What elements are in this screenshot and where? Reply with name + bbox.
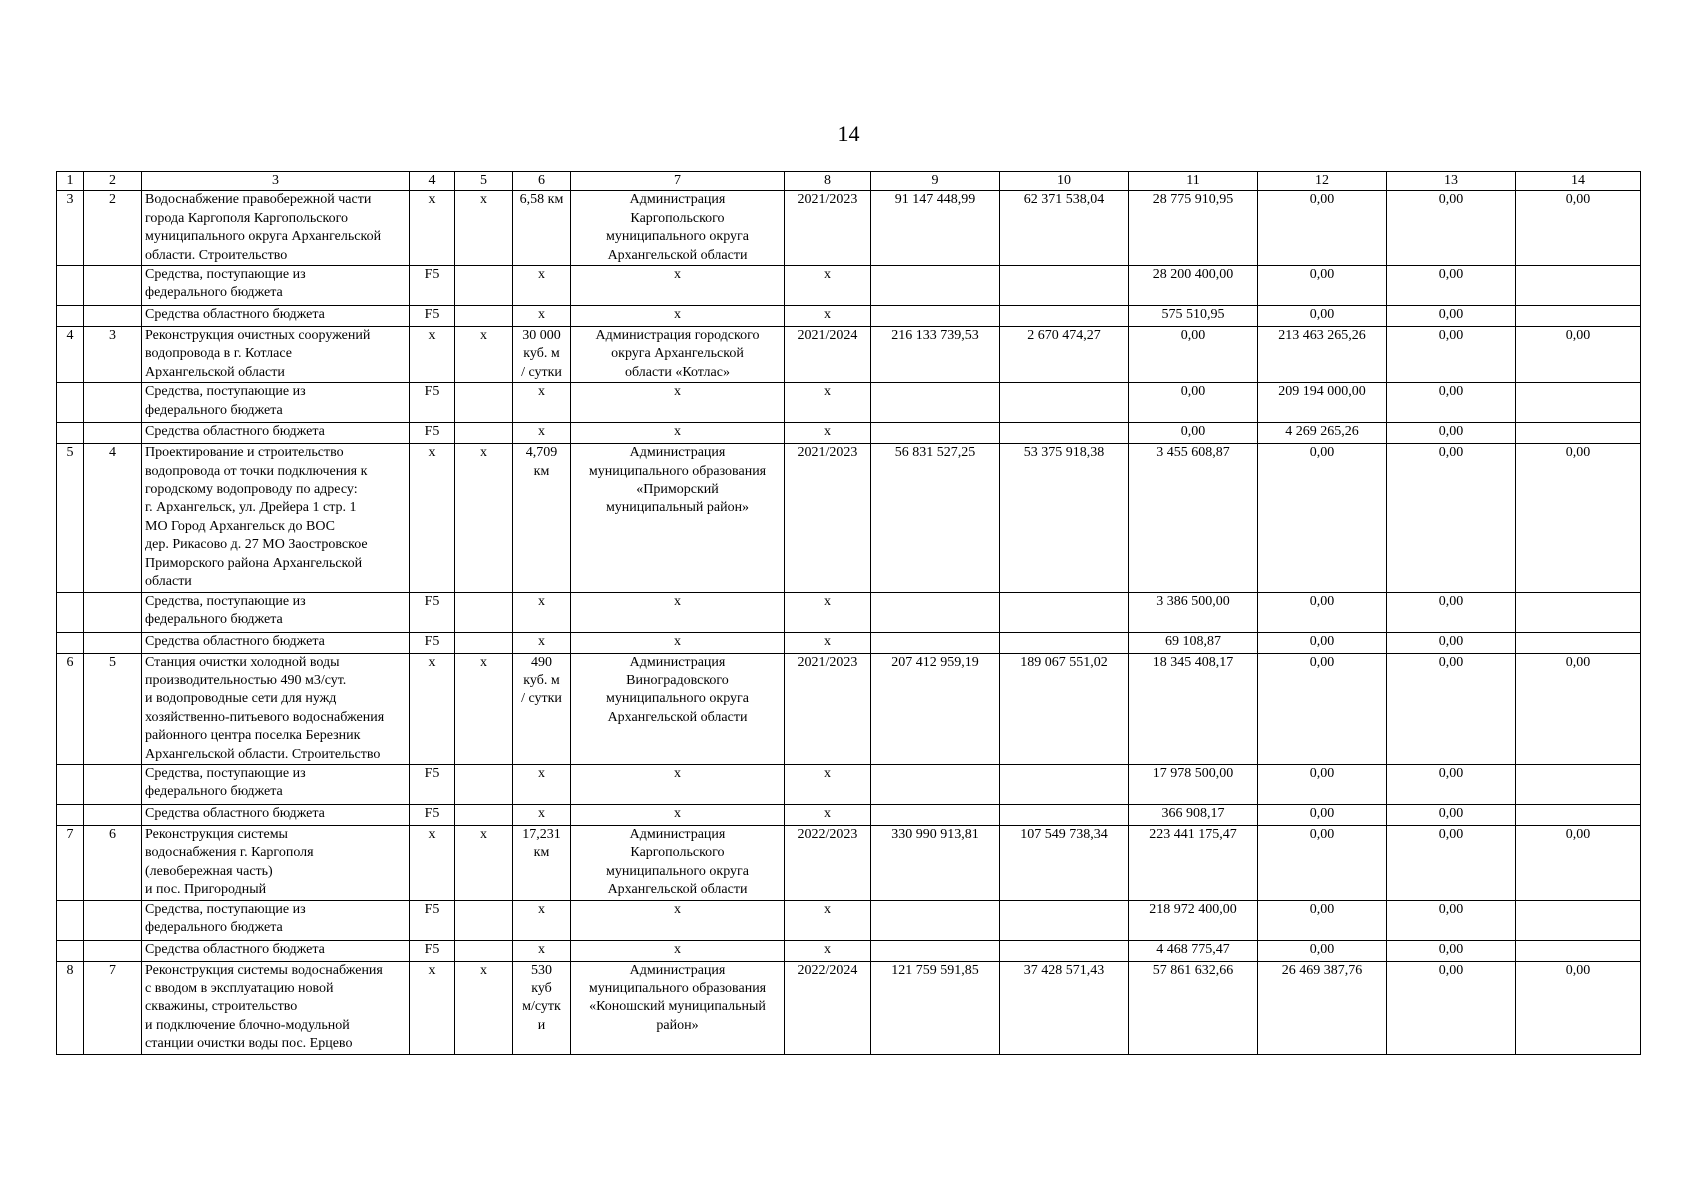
table-cell: Администрация муниципального образования «Коношский муниципальный район» [571, 961, 785, 1054]
table-cell [57, 383, 84, 423]
budget-table [56, 171, 1641, 1055]
table-cell: 0,00 [1258, 592, 1387, 632]
table-cell: 0,00 [1387, 632, 1516, 653]
table-cell: х [513, 592, 571, 632]
table-cell: 2 [84, 191, 142, 266]
table-cell: 218 972 400,00 [1129, 900, 1258, 940]
table-cell: 490 куб. м / сутки [513, 653, 571, 764]
table-cell: 0,00 [1387, 592, 1516, 632]
table-cell: F5 [410, 306, 455, 327]
table-row-funding-source [57, 804, 1641, 825]
table-cell: Водоснабжение правобережной части города Каргополя Каргопольского муниципального округа Архангельской области. Строительство [142, 191, 410, 266]
table-cell [1516, 266, 1641, 306]
table-cell: Средства, поступающие из федерального бюджета [142, 900, 410, 940]
table-cell [1516, 423, 1641, 444]
table-cell: х [513, 940, 571, 961]
table-cell: х [513, 764, 571, 804]
table-cell: 37 428 571,43 [1000, 961, 1129, 1054]
table-cell [57, 266, 84, 306]
table-cell [1516, 632, 1641, 653]
table-cell [84, 900, 142, 940]
table-row-funding-source [57, 632, 1641, 653]
column-number: 3 [142, 172, 410, 191]
table-cell: х [410, 191, 455, 266]
table-cell [455, 423, 513, 444]
table-cell: 3 386 500,00 [1129, 592, 1258, 632]
table-cell [1000, 632, 1129, 653]
table-cell [1516, 940, 1641, 961]
table-cell: 0,00 [1258, 632, 1387, 653]
table-cell: 4 269 265,26 [1258, 423, 1387, 444]
table-cell: F5 [410, 940, 455, 961]
table-cell: 107 549 738,34 [1000, 825, 1129, 900]
table-cell [871, 632, 1000, 653]
table-cell: 56 831 527,25 [871, 444, 1000, 592]
table-cell: 0,00 [1129, 383, 1258, 423]
table-cell: 0,00 [1387, 266, 1516, 306]
table-cell: Администрация Каргопольского муниципального округа Архангельской области [571, 191, 785, 266]
table-cell [57, 306, 84, 327]
table-cell: 0,00 [1258, 444, 1387, 592]
column-number: 11 [1129, 172, 1258, 191]
table-cell: 6,58 км [513, 191, 571, 266]
table-cell: 0,00 [1387, 423, 1516, 444]
table-cell: 0,00 [1387, 764, 1516, 804]
table-cell: 2021/2023 [785, 444, 871, 592]
table-cell [1000, 306, 1129, 327]
table-cell: 26 469 387,76 [1258, 961, 1387, 1054]
table-cell: 366 908,17 [1129, 804, 1258, 825]
table-cell [1000, 266, 1129, 306]
table-cell: Администрация Виноградовского муниципального округа Архангельской области [571, 653, 785, 764]
table-cell: F5 [410, 383, 455, 423]
table-cell [455, 383, 513, 423]
table-cell: 0,00 [1258, 764, 1387, 804]
table-cell: 57 861 632,66 [1129, 961, 1258, 1054]
table-cell: Проектирование и строительство водопровода от точки подключения к городскому водопроводу по адресу: г. Архангельск, ул. Дрейера 1 стр. 1 МО Город Архангельск до ВОС дер. Рикасово д. 27 МО Заостровское Приморского района Архангельской области [142, 444, 410, 592]
table-cell: 207 412 959,19 [871, 653, 1000, 764]
table-cell: 4 468 775,47 [1129, 940, 1258, 961]
table-cell: х [785, 900, 871, 940]
table-cell: 0,00 [1387, 444, 1516, 592]
table-cell: 0,00 [1387, 191, 1516, 266]
table-cell: F5 [410, 764, 455, 804]
table-cell: х [785, 423, 871, 444]
table-cell: 121 759 591,85 [871, 961, 1000, 1054]
table-cell: 223 441 175,47 [1129, 825, 1258, 900]
table-cell: 2022/2024 [785, 961, 871, 1054]
table-cell: Средства, поступающие из федерального бюджета [142, 592, 410, 632]
table-cell: х [571, 423, 785, 444]
table-cell: F5 [410, 266, 455, 306]
table-cell: 213 463 265,26 [1258, 327, 1387, 383]
table-cell: 0,00 [1387, 961, 1516, 1054]
table-cell: 3 [57, 191, 84, 266]
table-cell: х [571, 383, 785, 423]
table-cell: 6 [57, 653, 84, 764]
table-row-project [57, 191, 1641, 266]
column-number: 14 [1516, 172, 1641, 191]
table-cell: 0,00 [1516, 327, 1641, 383]
column-number: 8 [785, 172, 871, 191]
table-cell: Администрация Каргопольского муниципального округа Архангельской области [571, 825, 785, 900]
table-cell [871, 423, 1000, 444]
table-cell [1516, 383, 1641, 423]
table-cell [871, 940, 1000, 961]
table-cell: 0,00 [1516, 653, 1641, 764]
table-cell: х [455, 961, 513, 1054]
table-row-funding-source [57, 592, 1641, 632]
table-cell [455, 940, 513, 961]
table-cell: 0,00 [1258, 306, 1387, 327]
table-cell [1516, 592, 1641, 632]
table-cell [1516, 306, 1641, 327]
table-cell [84, 383, 142, 423]
table-cell [455, 306, 513, 327]
table-cell: х [455, 327, 513, 383]
table-cell: х [571, 266, 785, 306]
table-cell: х [513, 632, 571, 653]
column-number: 4 [410, 172, 455, 191]
table-cell: х [785, 940, 871, 961]
table-cell: х [410, 653, 455, 764]
table-row-project [57, 961, 1641, 1054]
table-cell [1000, 940, 1129, 961]
table-cell [871, 804, 1000, 825]
table-cell: F5 [410, 900, 455, 940]
table-cell: х [513, 306, 571, 327]
table-cell: 0,00 [1258, 653, 1387, 764]
table-cell [871, 592, 1000, 632]
table-cell: 3 455 608,87 [1129, 444, 1258, 592]
table-cell [455, 266, 513, 306]
table-cell: 4,709 км [513, 444, 571, 592]
table-row-funding-source [57, 306, 1641, 327]
table-cell: 4 [84, 444, 142, 592]
table-cell: 0,00 [1516, 191, 1641, 266]
table-cell: х [410, 825, 455, 900]
table-cell: 91 147 448,99 [871, 191, 1000, 266]
table-row-project [57, 653, 1641, 764]
table-cell: х [571, 632, 785, 653]
table-cell: 5 [57, 444, 84, 592]
page-number: 14 [837, 121, 860, 146]
table-cell: Средства областного бюджета [142, 423, 410, 444]
column-number: 12 [1258, 172, 1387, 191]
table-cell: 17,231 км [513, 825, 571, 900]
table-cell: 530 куб м/сутк и [513, 961, 571, 1054]
table-cell [1000, 383, 1129, 423]
table-cell: х [571, 764, 785, 804]
table-cell: 3 [84, 327, 142, 383]
table-cell: 0,00 [1387, 900, 1516, 940]
table-cell: Администрация городского округа Архангельской области «Котлас» [571, 327, 785, 383]
table-cell: 0,00 [1387, 825, 1516, 900]
table-cell: х [571, 940, 785, 961]
table-cell [57, 592, 84, 632]
table-cell: 0,00 [1516, 444, 1641, 592]
table-cell [871, 383, 1000, 423]
table-cell: Средства, поступающие из федерального бюджета [142, 764, 410, 804]
table-cell: 0,00 [1258, 825, 1387, 900]
table-cell: 28 775 910,95 [1129, 191, 1258, 266]
table-cell: 28 200 400,00 [1129, 266, 1258, 306]
table-cell: х [513, 383, 571, 423]
column-number-row [57, 172, 1641, 191]
table-row-funding-source [57, 900, 1641, 940]
table-cell: х [410, 327, 455, 383]
table-cell: х [785, 383, 871, 423]
table-cell: х [410, 961, 455, 1054]
table-cell [871, 900, 1000, 940]
table-cell: 2021/2024 [785, 327, 871, 383]
table-cell: х [513, 804, 571, 825]
table-cell: 0,00 [1129, 327, 1258, 383]
table-cell: 69 108,87 [1129, 632, 1258, 653]
table-row-funding-source [57, 423, 1641, 444]
table-cell: х [785, 592, 871, 632]
table-cell: х [455, 825, 513, 900]
table-cell [871, 764, 1000, 804]
column-number: 7 [571, 172, 785, 191]
table-cell: F5 [410, 592, 455, 632]
table-cell: Реконструкция системы водоснабжения г. Каргополя (левобережная часть) и пос. Пригородный [142, 825, 410, 900]
table-cell: 575 510,95 [1129, 306, 1258, 327]
table-cell: F5 [410, 804, 455, 825]
table-cell [1000, 592, 1129, 632]
table-cell: 0,00 [1258, 900, 1387, 940]
column-number: 2 [84, 172, 142, 191]
table-cell [84, 632, 142, 653]
table-cell: х [513, 900, 571, 940]
table-cell: 2021/2023 [785, 653, 871, 764]
table-cell: Средства областного бюджета [142, 306, 410, 327]
table-cell: х [785, 764, 871, 804]
table-cell: 0,00 [1387, 940, 1516, 961]
table-row-project [57, 825, 1641, 900]
table-cell: х [571, 306, 785, 327]
table-cell [455, 592, 513, 632]
table-cell: Администрация муниципального образования «Приморский муниципальный район» [571, 444, 785, 592]
table-row-funding-source [57, 764, 1641, 804]
table-cell [57, 900, 84, 940]
table-cell [871, 306, 1000, 327]
table-cell: 30 000 куб. м / сутки [513, 327, 571, 383]
table-cell [57, 940, 84, 961]
table-cell [57, 804, 84, 825]
table-cell: 2021/2023 [785, 191, 871, 266]
table-cell: Реконструкция очистных сооружений водопровода в г. Котласе Архангельской области [142, 327, 410, 383]
table-cell: 189 067 551,02 [1000, 653, 1129, 764]
table-cell [455, 804, 513, 825]
table-cell: х [455, 444, 513, 592]
table-cell: 0,00 [1258, 804, 1387, 825]
table-cell: 8 [57, 961, 84, 1054]
table-cell [1516, 764, 1641, 804]
table-cell: х [571, 592, 785, 632]
table-cell: 18 345 408,17 [1129, 653, 1258, 764]
table-cell [1000, 804, 1129, 825]
table-cell: 2 670 474,27 [1000, 327, 1129, 383]
table-cell: х [571, 900, 785, 940]
table-cell: Средства областного бюджета [142, 804, 410, 825]
table-cell: х [785, 306, 871, 327]
table-cell [1000, 423, 1129, 444]
table-cell: х [785, 632, 871, 653]
table-cell [1516, 804, 1641, 825]
table-cell [84, 804, 142, 825]
table-cell: 209 194 000,00 [1258, 383, 1387, 423]
table-cell: х [513, 266, 571, 306]
table-cell [455, 900, 513, 940]
table-cell: Средства, поступающие из федерального бюджета [142, 266, 410, 306]
table-cell [1000, 900, 1129, 940]
table-cell: Реконструкция системы водоснабжения с вводом в эксплуатацию новой скважины, строительство и подключение блочно-модульной станции очистки воды пос. Ерцево [142, 961, 410, 1054]
table-cell [57, 632, 84, 653]
table-cell: 0,00 [1258, 266, 1387, 306]
table-cell: 62 371 538,04 [1000, 191, 1129, 266]
table-cell: 7 [57, 825, 84, 900]
table-row-funding-source [57, 383, 1641, 423]
column-number: 13 [1387, 172, 1516, 191]
table-cell: 0,00 [1129, 423, 1258, 444]
table-cell [84, 266, 142, 306]
table-cell [84, 423, 142, 444]
table-cell [871, 266, 1000, 306]
table-cell [84, 940, 142, 961]
table-cell: х [571, 804, 785, 825]
table-cell: 6 [84, 825, 142, 900]
table-cell: х [513, 423, 571, 444]
table-cell: 4 [57, 327, 84, 383]
table-cell: х [455, 653, 513, 764]
table-cell: 0,00 [1387, 327, 1516, 383]
table-cell: 0,00 [1258, 940, 1387, 961]
table-cell: 330 990 913,81 [871, 825, 1000, 900]
column-number: 9 [871, 172, 1000, 191]
table-cell: Средства областного бюджета [142, 632, 410, 653]
table-cell: 5 [84, 653, 142, 764]
table-cell: 0,00 [1387, 306, 1516, 327]
table-cell: 0,00 [1516, 961, 1641, 1054]
table-cell [455, 632, 513, 653]
table-cell: 216 133 739,53 [871, 327, 1000, 383]
column-number: 1 [57, 172, 84, 191]
column-number: 6 [513, 172, 571, 191]
table-cell: 0,00 [1516, 825, 1641, 900]
table-cell: 2022/2023 [785, 825, 871, 900]
table-cell: F5 [410, 423, 455, 444]
table-cell: 0,00 [1387, 804, 1516, 825]
table-cell: 0,00 [1258, 191, 1387, 266]
table-cell: Средства, поступающие из федерального бюджета [142, 383, 410, 423]
table-cell [1000, 764, 1129, 804]
table-row-funding-source [57, 940, 1641, 961]
table-cell: Станция очистки холодной воды производительностью 490 м3/сут. и водопроводные сети для нужд хозяйственно-питьевого водоснабжения районного центра поселка Березник Архангельской области. Строительство [142, 653, 410, 764]
table-cell [57, 764, 84, 804]
table-cell: Средства областного бюджета [142, 940, 410, 961]
table-cell: 0,00 [1387, 383, 1516, 423]
table-cell: х [455, 191, 513, 266]
column-number: 5 [455, 172, 513, 191]
table-cell [1516, 900, 1641, 940]
table-cell [455, 764, 513, 804]
table-cell: 17 978 500,00 [1129, 764, 1258, 804]
table-cell [84, 592, 142, 632]
table-cell: F5 [410, 632, 455, 653]
table-cell: 0,00 [1387, 653, 1516, 764]
table-cell [57, 423, 84, 444]
table-cell: х [785, 804, 871, 825]
table-row-project [57, 327, 1641, 383]
table-cell: х [410, 444, 455, 592]
table-cell: х [785, 266, 871, 306]
table-cell: 7 [84, 961, 142, 1054]
table-cell [84, 306, 142, 327]
table-cell [84, 764, 142, 804]
table-row-funding-source [57, 266, 1641, 306]
table-cell: 53 375 918,38 [1000, 444, 1129, 592]
table-row-project [57, 444, 1641, 592]
column-number: 10 [1000, 172, 1129, 191]
